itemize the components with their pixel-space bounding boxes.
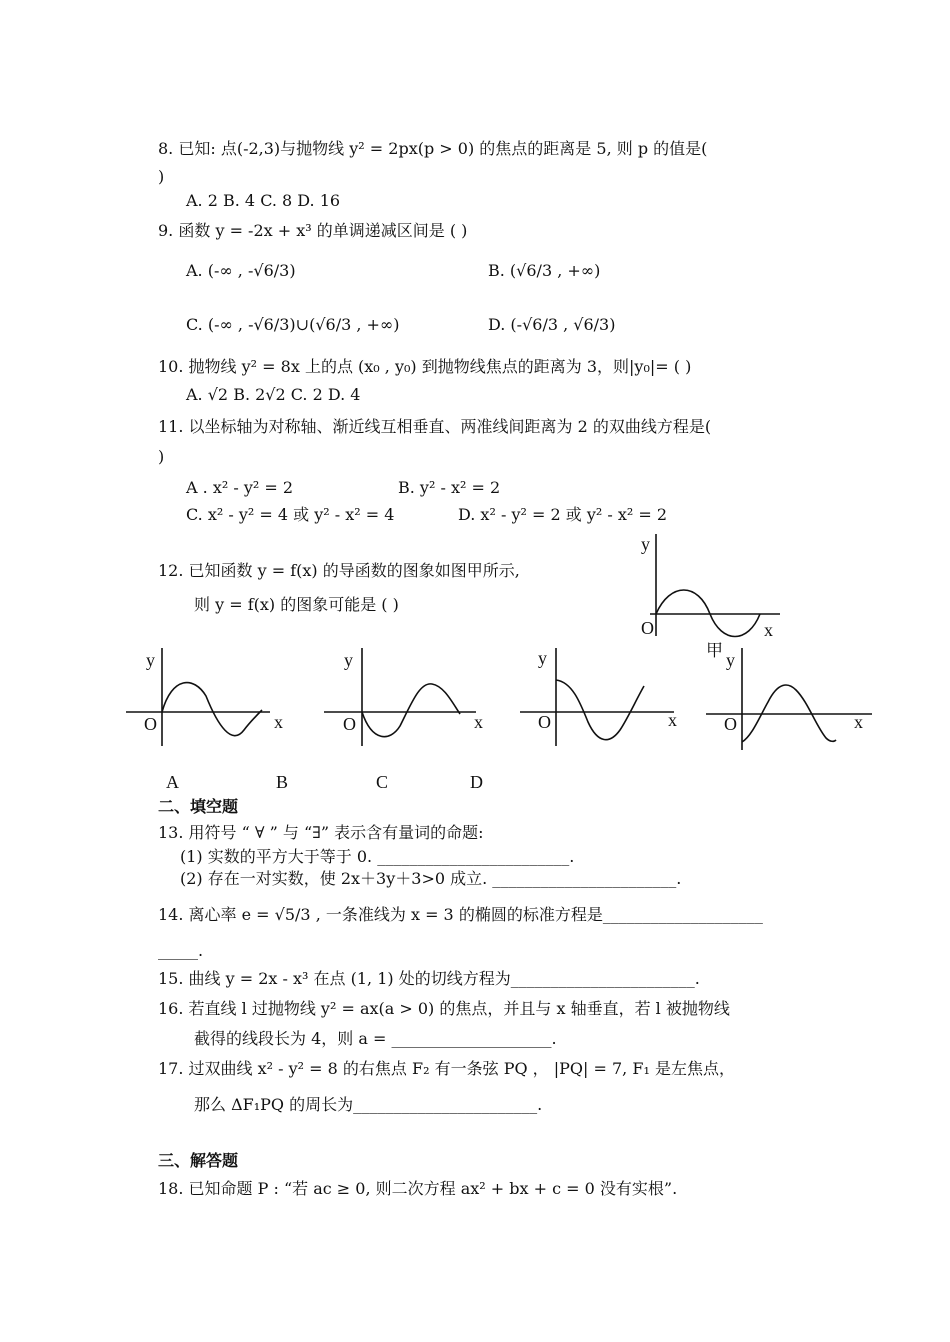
q14-stem: 14. 离心率 e = √5/3 , 一条准线为 x = 3 的椭圆的标准方程是____________________: [158, 905, 763, 924]
q13-stem: 13. 用符号 “ ∀ ” 与 “∃” 表示含有量词的命题:: [158, 823, 484, 842]
q18-stem: 18. 已知命题 P : “若 ac ≥ 0, 则二次方程 ax² + bx + c = 0 没有实根”.: [158, 1179, 678, 1198]
graph-d-axis-x: x: [854, 712, 863, 732]
q17-stem: 17. 过双曲线 x² - y² = 8 的右焦点 F₂ 有一条弦 PQ ， |PQ| = 7, F₁ 是左焦点，: [158, 1059, 735, 1078]
q9-option-b: B. (√6/3 , +∞): [488, 261, 601, 280]
graph-a-origin: O: [144, 714, 157, 734]
q17-stem-cont: 那么 ΔF₁PQ 的周长为_______________________.: [194, 1095, 543, 1114]
q11-stem-cont: ): [158, 447, 165, 466]
choice-label-a: A: [166, 772, 179, 792]
jia-label: 甲: [706, 641, 723, 661]
q12-stem: 12. 已知函数 y = f(x) 的导函数的图象如图甲所示,: [158, 561, 520, 580]
graph-b-axis-x: x: [474, 712, 483, 732]
q11-option-d: D. x² - y² = 2 或 y² - x² = 2: [458, 505, 668, 524]
q12-stem-cont: 则 y = f(x) 的图象可能是 ( ): [194, 595, 399, 614]
graph-c-axis-x: x: [668, 710, 677, 730]
choice-label-c: C: [376, 772, 389, 792]
q11-option-a: A . x² - y² = 2: [186, 478, 294, 497]
q14-stem-cont: _____.: [158, 941, 204, 960]
q16-stem: 16. 若直线 l 过抛物线 y² = ax(a > 0) 的焦点，并且与 x 轴垂直，若 l 被抛物线: [158, 999, 730, 1018]
q9-option-a: A. (-∞ , -√6/3): [186, 261, 296, 280]
jia-axis-y: y: [641, 534, 650, 554]
graph-d-axis-y: y: [726, 650, 735, 670]
q13-part1: (1) 实数的平方大于等于 0. ________________________.: [180, 847, 575, 866]
q13-part2: (2) 存在一对实数，使 2x＋3y＋3>0 成立. _______________________.: [180, 869, 682, 888]
q8-stem-cont: ): [158, 167, 165, 186]
q9-option-c: C. (-∞ , -√6/3)∪(√6/3 , +∞): [186, 315, 400, 334]
q9-stem: 9. 函数 y = -2x + x³ 的单调递减区间是 ( ): [158, 221, 468, 240]
q16-stem-cont: 截得的线段长为 4，则 a = ____________________.: [194, 1029, 557, 1048]
graph-b-axis-y: y: [344, 650, 353, 670]
section-fill-in-heading: 二、填空题: [158, 797, 239, 816]
q11-option-c: C. x² - y² = 4 或 y² - x² = 4: [186, 505, 395, 524]
jia-origin: O: [641, 618, 654, 638]
graph-c-axis-y: y: [538, 648, 547, 668]
q15-stem: 15. 曲线 y = 2x - x³ 在点 (1, 1) 处的切线方程为_______________________.: [158, 969, 700, 988]
choice-label-d: D: [470, 772, 483, 792]
graph-a-axis-x: x: [274, 712, 283, 732]
graph-b-origin: O: [343, 714, 356, 734]
q8-options: A. 2 B. 4 C. 8 D. 16: [186, 191, 341, 210]
jia-axis-x: x: [764, 620, 773, 640]
q10-options: A. √2 B. 2√2 C. 2 D. 4: [186, 385, 361, 404]
q10-stem: 10. 抛物线 y² = 8x 上的点 (x₀ , y₀) 到抛物线焦点的距离为 3，则|y₀|= ( ): [158, 357, 692, 376]
section-answer-heading: 三、解答题: [158, 1151, 239, 1170]
graph-a-axis-y: y: [146, 650, 155, 670]
q8-stem: 8. 已知: 点(-2,3)与抛物线 y² = 2px(p > 0) 的焦点的距离是 5, 则 p 的值是(: [158, 139, 708, 158]
q9-option-d: D. (-√6/3 , √6/3): [488, 315, 616, 334]
q11-stem: 11. 以坐标轴为对称轴、渐近线互相垂直、两准线间距离为 2 的双曲线方程是(: [158, 417, 712, 436]
graph-c-origin: O: [538, 712, 551, 732]
q11-option-b: B. y² - x² = 2: [398, 478, 501, 497]
graph-d-origin: O: [724, 714, 737, 734]
choice-label-b: B: [276, 772, 289, 792]
